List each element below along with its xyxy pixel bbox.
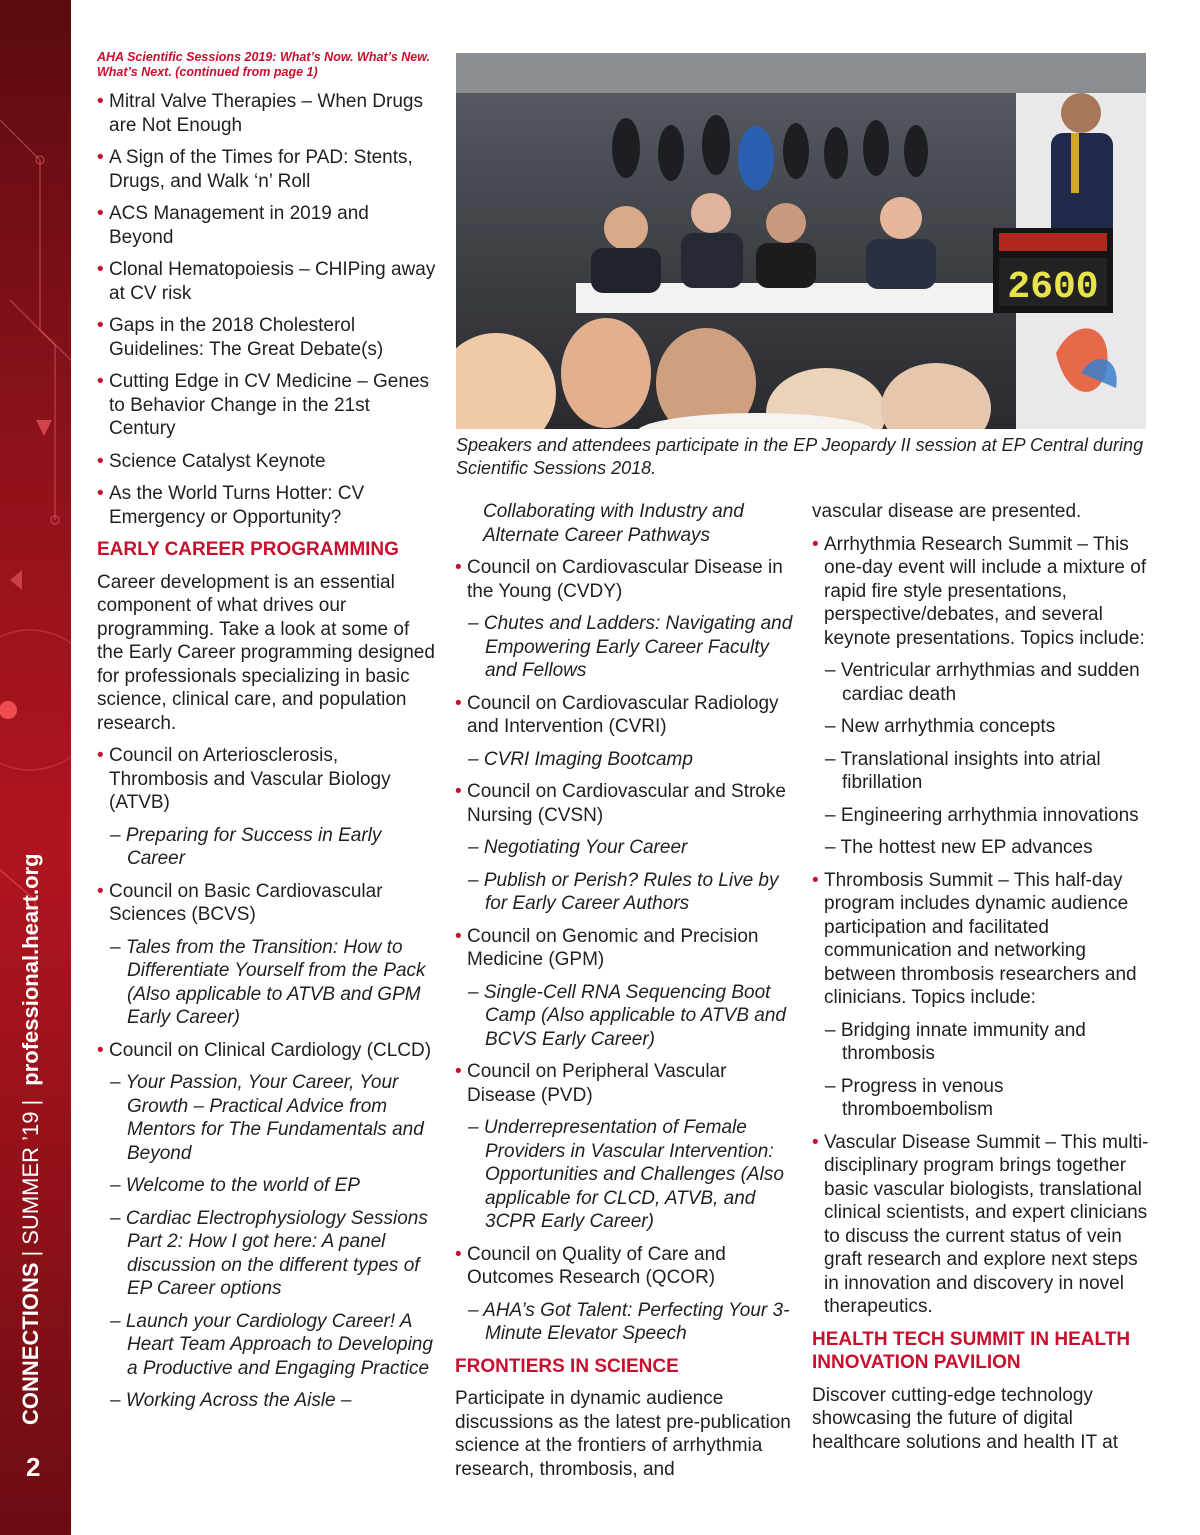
council-item	[97, 880, 437, 927]
continued-heading: AHA Scientific Sessions 2019: What’s Now. What’s New. What’s Next. (continued from page 1)	[97, 50, 430, 79]
topic-item: – Translational insights into atrial fibrillation	[825, 748, 1101, 793]
list-item: • Gaps in the 2018 Cholesterol Guidelines: The Great Debate(s)	[97, 314, 437, 361]
council-list	[97, 1039, 437, 1063]
list-item: • Cutting Edge in CV Medicine – Genes to Behavior Change in the 21st Century	[97, 370, 437, 441]
session-item: – Launch your Cardiology Career! A Heart Team Approach to Developing a Productive and Engaging Practice	[110, 1310, 433, 1379]
column-2	[455, 500, 795, 1490]
frontiers-text: Participate in dynamic audience discussions as the latest pre-publication science at the frontiers of arrhythmia research, thrombosis, and	[455, 1388, 791, 1480]
conference-photo	[456, 53, 1146, 429]
council-item	[97, 744, 437, 815]
topic-item: – Progress in venous thromboembolism	[825, 1075, 1004, 1120]
council-item: • Council on Peripheral Vascular Disease (PVD)	[455, 1060, 795, 1107]
council-name: • Council on Clinical Cardiology (CLCD)	[109, 1039, 432, 1061]
sidebar	[0, 0, 71, 1535]
council-list	[455, 925, 795, 972]
session-item: – Preparing for Success in Early Career	[110, 824, 382, 869]
council-list	[455, 1243, 795, 1290]
council-list	[455, 692, 795, 739]
summit-list	[812, 1131, 1152, 1319]
publication-name: CONNECTIONS	[18, 1262, 43, 1425]
council-item: • Council on Cardiovascular Radiology and Intervention (CVRI)	[455, 692, 795, 739]
continued-session: Collaborating with Industry and Alternate Career Pathways	[483, 501, 744, 546]
council-name: • Council on Arteriosclerosis, Thrombosis and Vascular Biology (ATVB)	[109, 745, 391, 813]
topic-item: – The hottest new EP advances	[825, 837, 1093, 858]
list-item: • As the World Turns Hotter: CV Emergency or Opportunity?	[97, 482, 437, 529]
session-item: – Cardiac Electrophysiology Sessions Part 2: How I got here: A panel discussion on the different types of EP Career options	[110, 1207, 428, 1299]
photo-caption: Speakers and attendees participate in the EP Jeopardy II session at EP Central during Scientific Sessions 2018.	[456, 435, 1144, 478]
council-item	[97, 1039, 437, 1063]
early-career-intro: Career development is an essential component of what drives our programming. Take a look at some of the Early Career programming designed for professionals specializing in basic science, clinical care, and population research.	[97, 571, 435, 734]
council-item: • Council on Quality of Care and Outcomes Research (QCOR)	[455, 1243, 795, 1290]
frontiers-heading: FRONTIERS IN SCIENCE	[455, 1355, 679, 1377]
issue-label: SUMMER ’19	[18, 1111, 43, 1245]
summit-item: • Vascular Disease Summit – This multi-disciplinary program brings together basic vascular biologists, translational clinical scientists, and expert clinicians to discuss the current status of vein graft research and explore next steps in innovation and discovery in novel therapeutics.	[812, 1131, 1152, 1319]
topic-item: – Bridging innate immunity and thrombosis	[825, 1019, 1086, 1064]
summit-item: • Thrombosis Summit – This half-day program includes dynamic audience participation and facilitated communication and networking between thrombosis researchers and clinicians. Topics include:	[812, 869, 1152, 1010]
council-list	[97, 880, 437, 927]
session-item: – Negotiating Your Career	[468, 837, 688, 858]
list-item: • Clonal Hematopoiesis – CHIPing away at CV risk	[97, 258, 437, 305]
summit-list	[812, 869, 1152, 1010]
scoreboard-display: 2600	[1007, 266, 1099, 309]
council-name: • Council on Basic Cardiovascular Sciences (BCVS)	[109, 880, 383, 925]
council-item: • Council on Cardiovascular Disease in the Young (CVDY)	[455, 556, 795, 603]
list-item: • Mitral Valve Therapies – When Drugs are Not Enough	[97, 90, 437, 137]
early-career-heading: EARLY CAREER PROGRAMMING	[97, 539, 399, 560]
website-link[interactable]: professional.heart.org	[18, 853, 43, 1086]
session-item: – Working Across the Aisle –	[110, 1390, 352, 1411]
council-item: • Council on Cardiovascular and Stroke Nursing (CVSN)	[455, 780, 795, 827]
session-item: – Tales from the Transition: How to Differentiate Yourself from the Pack (Also applicable to ATVB and GPM Early Career)	[110, 936, 426, 1028]
masthead-separator: |	[18, 1250, 43, 1257]
session-item: – Chutes and Ladders: Navigating and Empowering Early Career Faculty and Fellows	[468, 613, 793, 681]
council-item: • Council on Genomic and Precision Medicine (GPM)	[455, 925, 795, 972]
page-number: 2	[26, 1452, 41, 1482]
council-list	[455, 780, 795, 827]
session-item: – Publish or Perish? Rules to Live by for Early Career Authors	[468, 869, 779, 914]
topic-item: – New arrhythmia concepts	[825, 716, 1056, 737]
council-list	[455, 1060, 795, 1107]
topic-item: – Ventricular arrhythmias and sudden cardiac death	[825, 660, 1140, 705]
column-3	[812, 500, 1152, 1463]
council-list	[97, 744, 437, 815]
sidebar-masthead	[18, 853, 44, 1425]
summit-list	[812, 533, 1152, 651]
column-1	[97, 50, 437, 1422]
session-item: – AHA’s Got Talent: Perfecting Your 3-Minute Elevator Speech	[468, 1299, 790, 1344]
masthead-separator-2: |	[18, 1099, 43, 1106]
list-item: • A Sign of the Times for PAD: Stents, Drugs, and Walk ‘n’ Roll	[97, 146, 437, 193]
session-item: – Underrepresentation of Female Providers in Vascular Intervention: Opportunities and Challenges (Also applicable for CLCD, ATVB, and 3CPR Early Career)	[468, 1117, 784, 1232]
session-item: – Welcome to the world of EP	[110, 1175, 360, 1196]
health-tech-heading: HEALTH TECH SUMMIT IN HEALTH INNOVATION PAVILION	[812, 1328, 1131, 1373]
session-item: – Your Passion, Your Career, Your Growth – Practical Advice from Mentors for The Fundamentals and Beyond	[110, 1072, 424, 1164]
topic-item: – Engineering arrhythmia innovations	[825, 804, 1139, 826]
council-list	[455, 556, 795, 603]
health-tech-text: Discover cutting-edge technology showcasing the future of digital healthcare solutions and health IT at	[812, 1384, 1118, 1453]
session-item: – Single-Cell RNA Sequencing Boot Camp (Also applicable to ATVB and BCVS Early Career)	[468, 981, 786, 1050]
session-item: – CVRI Imaging Bootcamp	[468, 748, 693, 770]
summit-item: • Arrhythmia Research Summit – This one-day event will include a mixture of rapid fire style presentations, perspective/debates, and several keynote presentations. Topics include:	[812, 533, 1152, 651]
session-list	[97, 90, 437, 529]
list-item: • ACS Management in 2019 and Beyond	[97, 202, 437, 249]
continued-text: vascular disease are presented.	[812, 501, 1082, 522]
list-item: • Science Catalyst Keynote	[97, 450, 437, 474]
